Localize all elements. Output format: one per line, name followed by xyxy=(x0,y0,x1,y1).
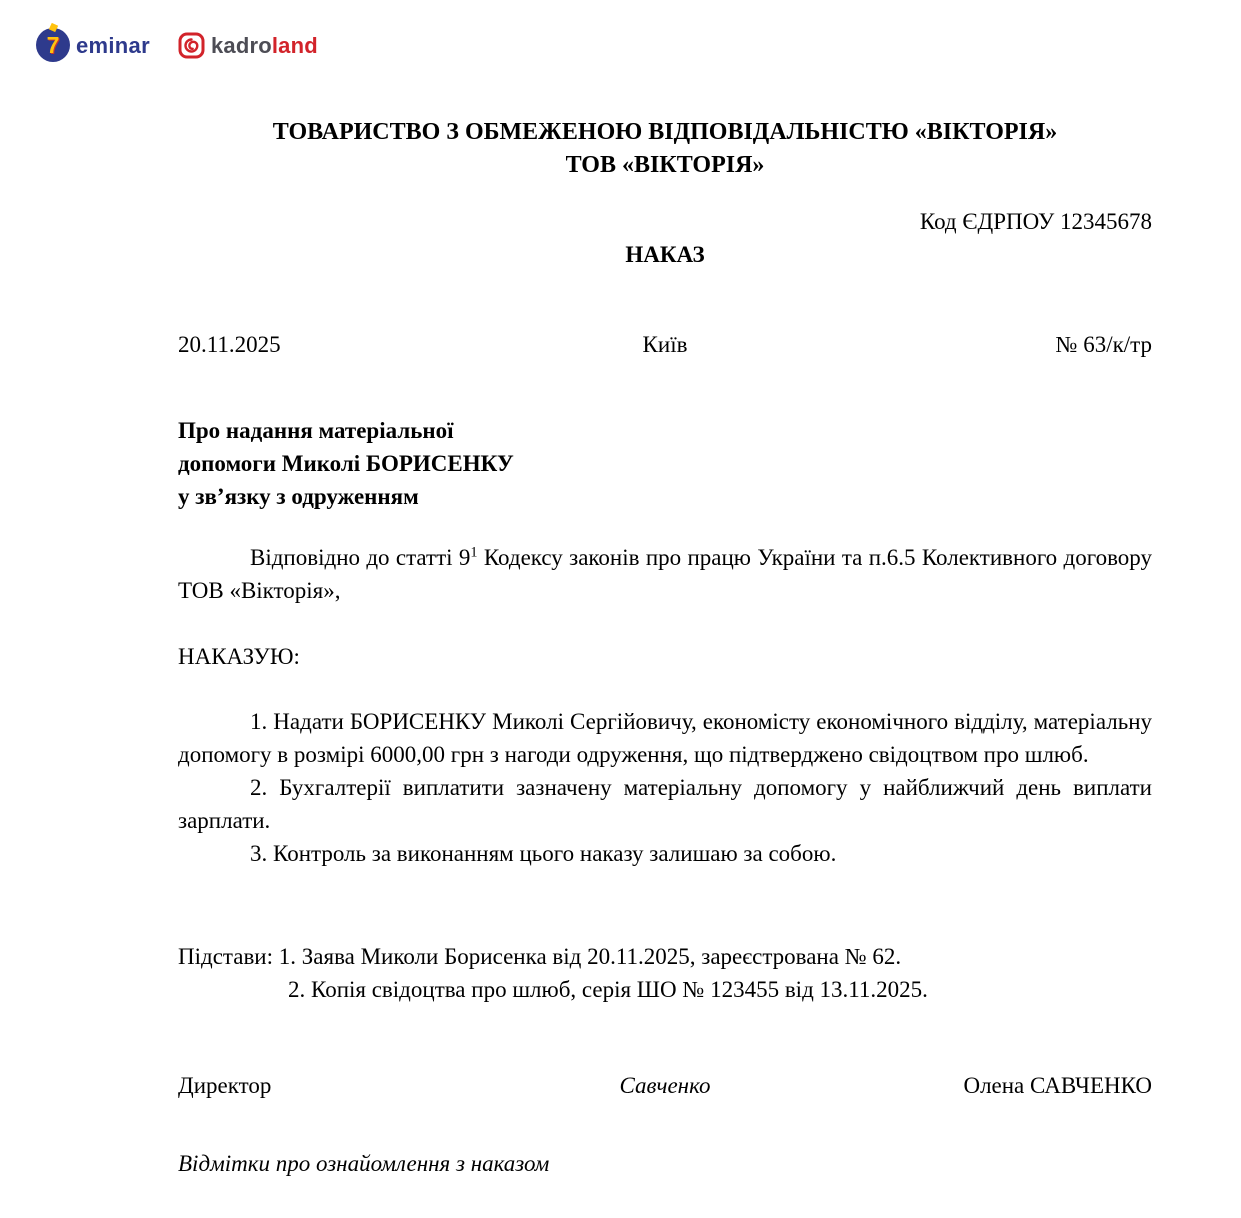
grounds-line-1 xyxy=(178,940,1152,973)
preamble-superscript: 1 xyxy=(470,544,478,561)
kadroland-land-text: land xyxy=(271,32,318,58)
preamble-text-start: Відповідно до статті 9 xyxy=(250,545,471,570)
signature-row xyxy=(178,1069,1152,1102)
preamble-text-end: Кодексу законів про працю України та п.6.5 Колективного договору ТОВ «Вікторія», xyxy=(178,545,1152,603)
subject-line-1: Про надання матеріальної xyxy=(178,418,454,443)
order-word: НАКАЗУЮ: xyxy=(178,644,300,669)
kadroland-spiral-icon xyxy=(178,32,205,59)
order-document xyxy=(0,116,1241,1180)
kadroland-logo[interactable] xyxy=(178,29,318,62)
kadroland-logo-text xyxy=(211,29,318,62)
doc-type-title: НАКАЗ xyxy=(625,242,705,267)
edrpou-code: Код ЄДРПОУ 12345678 xyxy=(919,209,1152,234)
order-item-2: 2. Бухгалтерії виплатити зазначену матеріальну допомогу у найближчий день виплати зарплати. xyxy=(178,775,1152,833)
brand-header xyxy=(0,0,1241,62)
doc-meta-row xyxy=(178,328,1152,361)
signature-handwriting: Савченко xyxy=(619,1073,711,1098)
grounds-item-1: 1. Заява Миколи Борисенка від 20.11.2025, зареєстрована № 62. xyxy=(278,944,902,969)
grounds-item-2: 2. Копія свідоцтва про шлюб, серія ШО № 123455 від 13.11.2025. xyxy=(288,977,928,1002)
seminar-7-digit: 7 xyxy=(46,31,60,58)
seminar-7-icon xyxy=(36,28,70,62)
doc-city: Київ xyxy=(642,332,688,357)
acknowledgement-note: Відмітки про ознайомлення з наказом xyxy=(178,1151,550,1176)
subject-line-2: допомоги Миколі БОРИСЕНКУ xyxy=(178,451,514,476)
order-item-3: 3. Контроль за виконанням цього наказу залишаю за собою. xyxy=(250,841,837,866)
doc-number: № 63/к/тр xyxy=(1055,332,1153,357)
grounds-section xyxy=(178,940,1152,1006)
subject-heading xyxy=(178,414,1152,513)
subject-line-3: у зв’язку з одруженням xyxy=(178,484,419,509)
seminar-logo[interactable] xyxy=(36,28,150,62)
order-item-1: 1. Надати БОРИСЕНКУ Миколі Сергійовичу, економісту економічного відділу, матеріальну допомогу в розмірі 6000,00 грн з нагоди одруження, що підтверджено свідоцтвом про шлюб. xyxy=(178,709,1152,767)
preamble-paragraph xyxy=(178,541,1152,607)
signer-position: Директор xyxy=(178,1073,272,1098)
kadroland-kadro-text: kadro xyxy=(210,32,272,58)
company-name-full: ТОВАРИСТВО З ОБМЕЖЕНОЮ ВІДПОВІДАЛЬНІСТЮ «ВІКТОРІЯ» xyxy=(272,119,1058,145)
seminar-logo-text: eminar xyxy=(76,32,150,58)
company-name xyxy=(178,116,1152,182)
company-name-short: ТОВ «ВІКТОРІЯ» xyxy=(565,152,765,178)
order-items xyxy=(178,705,1152,870)
grounds-label: Підстави: xyxy=(178,944,274,969)
doc-date: 20.11.2025 xyxy=(178,332,281,357)
signer-name: Олена САВЧЕНКО xyxy=(963,1073,1153,1098)
